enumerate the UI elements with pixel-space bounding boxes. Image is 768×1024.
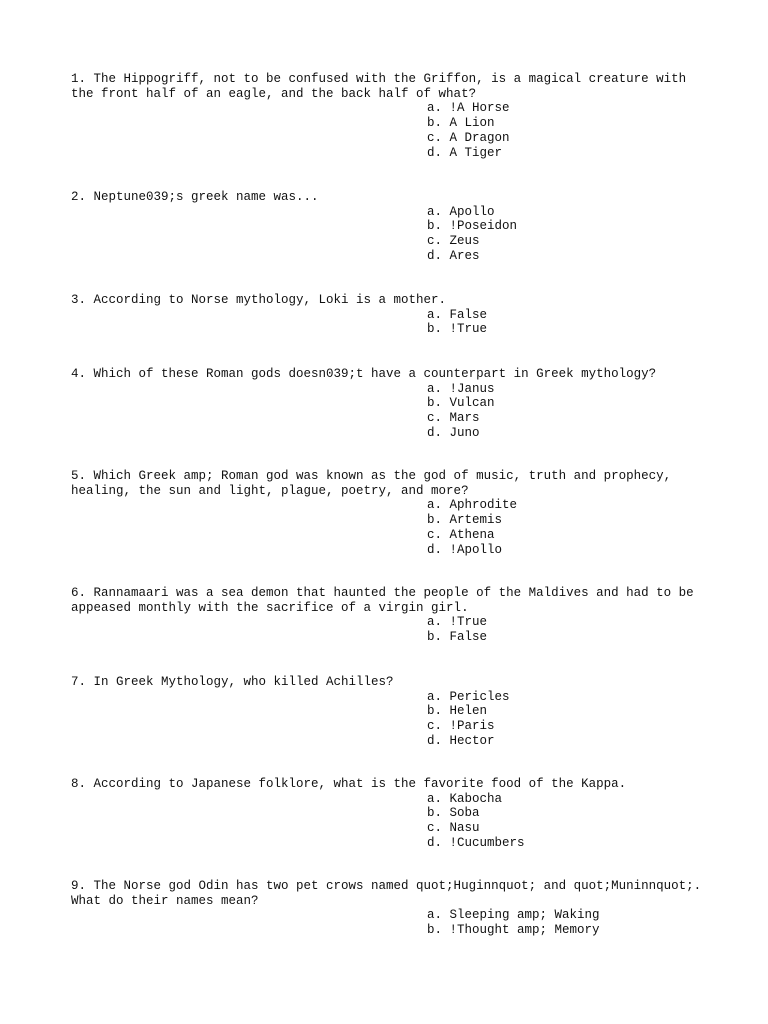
- answer-options: [71, 101, 711, 160]
- question-text: 4. Which of these Roman gods doesn039;t have a counterpart in Greek mythology?: [71, 367, 657, 381]
- question-7: [71, 675, 711, 749]
- question-4: [71, 367, 711, 441]
- question-9: [71, 879, 717, 938]
- answer-option: a. !A Horse: [427, 101, 510, 116]
- question-8: [71, 777, 711, 851]
- question-text: 3. According to Norse mythology, Loki is a mother.: [71, 293, 447, 307]
- answer-option: c. Mars: [427, 411, 480, 426]
- answer-option: d. Hector: [427, 733, 495, 748]
- answer-option: a. Kabocha: [427, 791, 503, 806]
- question-text: 8. According to Japanese folklore, what is the favorite food of the Kappa.: [71, 777, 627, 791]
- answer-option: b. Artemis: [427, 513, 503, 528]
- answer-option: b. Helen: [427, 704, 488, 719]
- answer-option: d. Juno: [427, 425, 480, 440]
- answer-options: [71, 908, 711, 937]
- answer-option: a. !Janus: [427, 381, 495, 396]
- answer-options: [71, 792, 711, 851]
- answer-option: a. !True: [427, 615, 488, 630]
- answer-option: c. Athena: [427, 527, 495, 542]
- answer-option: d. A Tiger: [427, 145, 503, 160]
- question-text: 7. In Greek Mythology, who killed Achilles?: [71, 675, 394, 689]
- answer-option: d. !Cucumbers: [427, 835, 525, 850]
- answer-options: [71, 690, 711, 749]
- answer-option: b. !Thought amp; Memory: [427, 923, 600, 938]
- answer-options: [71, 615, 711, 644]
- answer-option: b. Vulcan: [427, 396, 495, 411]
- answer-option: b. !Poseidon: [427, 219, 518, 234]
- question-6: [71, 586, 711, 645]
- answer-option: b. !True: [427, 322, 488, 337]
- answer-option: b. A Lion: [427, 116, 495, 131]
- question-text: 5. Which Greek amp; Roman god was known as the god of music, truth and prophecy, healing, the sun and light, plague, poetry, and more?: [71, 469, 679, 498]
- answer-option: d. Ares: [427, 248, 480, 263]
- question-text: 2. Neptune039;s greek name was...: [71, 190, 319, 204]
- answer-option: a. False: [427, 307, 488, 322]
- answer-option: a. Sleeping amp; Waking: [427, 908, 600, 923]
- answer-option: a. Pericles: [427, 689, 510, 704]
- question-text: 9. The Norse god Odin has two pet crows named quot;Huginnquot; and quot;Muninnquot;. What do their names mean?: [71, 879, 717, 908]
- question-2: [71, 190, 711, 264]
- question-1: [71, 72, 711, 160]
- answer-options: [71, 382, 711, 441]
- answer-option: a. Aphrodite: [427, 498, 518, 513]
- answer-option: c. Zeus: [427, 234, 480, 249]
- answer-option: c. !Paris: [427, 719, 495, 734]
- answer-option: c. Nasu: [427, 821, 480, 836]
- answer-option: b. False: [427, 630, 488, 645]
- answer-options: [71, 205, 711, 264]
- answer-option: d. !Apollo: [427, 542, 503, 557]
- question-text: 6. Rannamaari was a sea demon that haunted the people of the Maldives and had to be appeased monthly with the sacrifice of a virgin girl.: [71, 586, 702, 615]
- answer-option: a. Apollo: [427, 204, 495, 219]
- answer-options: [71, 498, 711, 557]
- answer-options: [71, 308, 711, 337]
- answer-option: c. A Dragon: [427, 130, 510, 145]
- question-text: 1. The Hippogriff, not to be confused with the Griffon, is a magical creature with the front half of an eagle, and the back half of what?: [71, 72, 694, 101]
- question-5: [71, 469, 711, 557]
- question-3: [71, 293, 711, 337]
- answer-option: b. Soba: [427, 806, 480, 821]
